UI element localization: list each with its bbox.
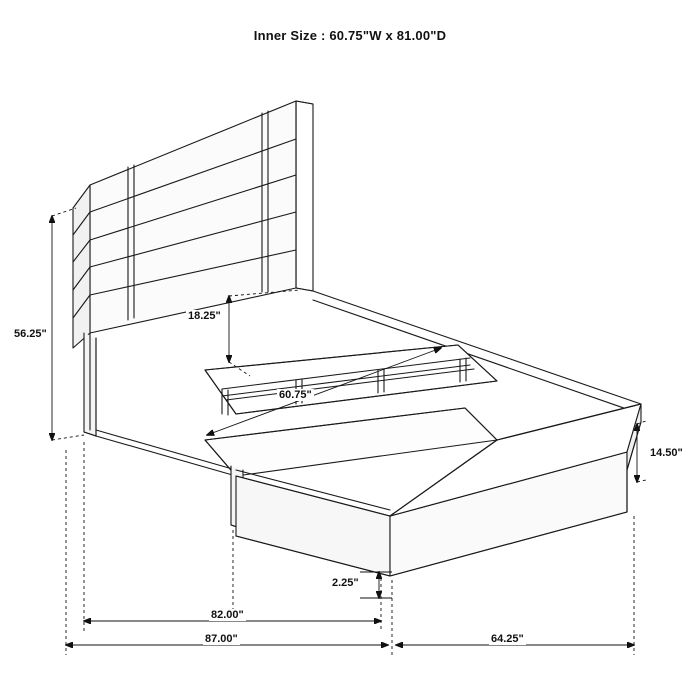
dim-footboard-height: 14.50" (650, 447, 683, 459)
dim-overall-width: 64.25" (491, 633, 524, 645)
page-title: Inner Size : 60.75"W x 81.00"D (253, 28, 447, 43)
dim-inner-length: 82.00" (211, 609, 244, 621)
dim-inner-width: 60.75" (279, 389, 312, 401)
dim-overall-length: 87.00" (205, 633, 238, 645)
dim-ground-clearance: 2.25" (332, 577, 359, 589)
dim-headboard-clearance: 18.25" (188, 310, 221, 322)
dim-headboard-height: 56.25" (14, 328, 47, 340)
